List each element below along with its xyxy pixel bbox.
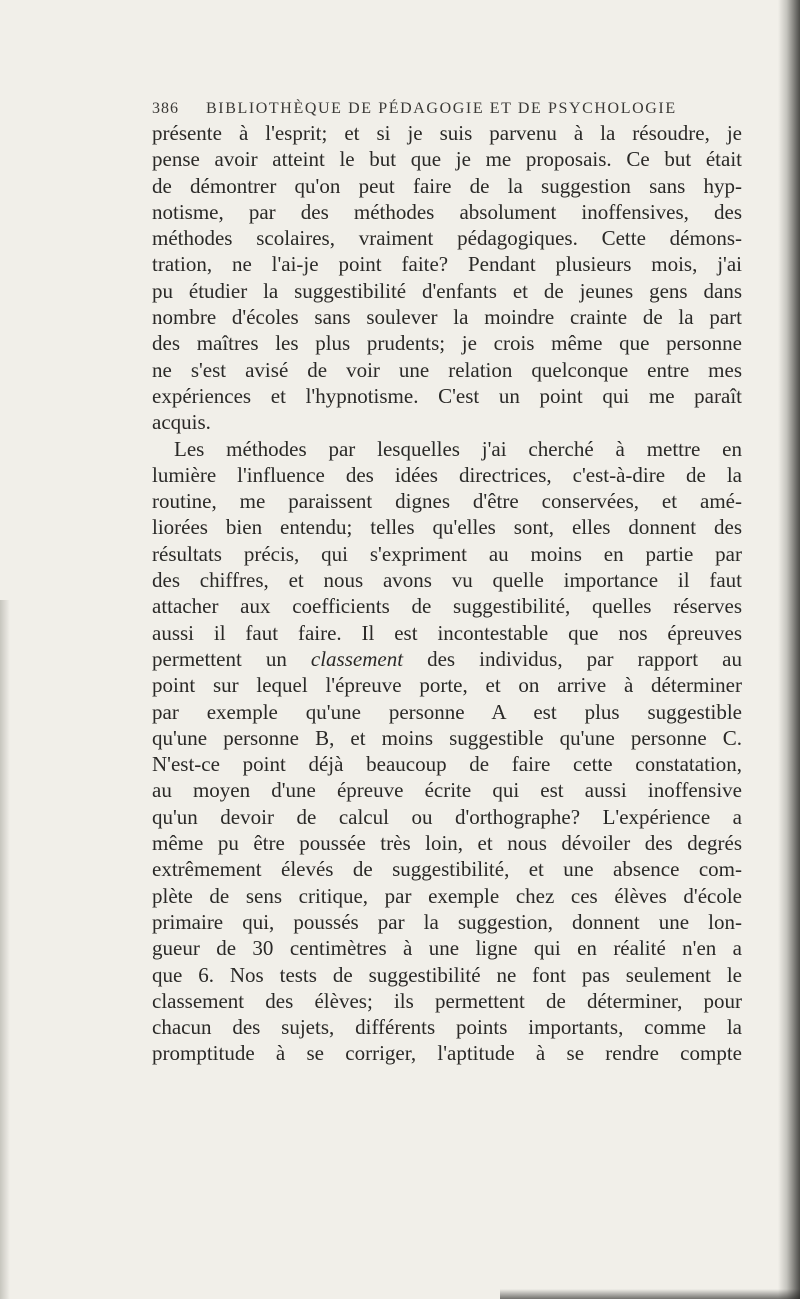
text-line: qu'une personne B, et moins suggestible qu'une personne C. <box>152 725 742 750</box>
paragraph <box>152 120 742 436</box>
page-header <box>152 100 752 118</box>
text-line: routine, me paraissent dignes d'être conservées, et amé- <box>152 489 742 514</box>
running-head: BIBLIOTHÈQUE DE PÉDAGOGIE ET DE PSYCHOLOGIE <box>206 100 677 117</box>
text-line: méthodes scolaires, vraiment pédagogiques. Cette démons- <box>152 226 742 251</box>
paragraph <box>152 436 742 1067</box>
text-line: nombre d'écoles sans soulever la moindre crainte de la part <box>152 305 742 330</box>
text-line: aussi il faut faire. Il est incontestable que nos épreuves <box>152 620 742 645</box>
text-line: au moyen d'une épreuve écrite qui est aussi inoffensive <box>152 778 742 803</box>
body-text <box>152 120 742 1067</box>
text-line: acquis. <box>152 410 211 435</box>
text-line: par exemple qu'une personne A est plus suggestible <box>152 699 742 724</box>
text-line: Les méthodes par lesquelles j'ai cherché à mettre en <box>174 436 742 461</box>
text-line: ne s'est avisé de voir une relation quelconque entre mes <box>152 357 742 382</box>
text-line: lumière l'influence des idées directrices, c'est-à-dire de la <box>152 462 742 487</box>
text-line: point sur lequel l'épreuve porte, et on arrive à déterminer <box>152 673 742 698</box>
text-line: tration, ne l'ai-je point faite? Pendant plusieurs mois, j'ai <box>152 252 742 277</box>
page-edge-shadow <box>0 600 10 1299</box>
text-line: liorées bien entendu; telles qu'elles sont, elles donnent des <box>152 515 742 540</box>
text-line: N'est-ce point déjà beaucoup de faire cette constatation, <box>152 752 742 777</box>
text-line: même pu être poussée très loin, et nous dévoiler des degrés <box>152 831 742 856</box>
binding-shadow <box>778 0 800 1299</box>
text-line: chacun des sujets, différents points importants, comme la <box>152 1015 742 1040</box>
text-line: primaire qui, poussés par la suggestion, donnent une lon- <box>152 909 742 934</box>
text-line: qu'un devoir de calcul ou d'orthographe? L'expérience a <box>152 804 742 829</box>
text-line: de démontrer qu'on peut faire de la suggestion sans hyp- <box>152 173 742 198</box>
page-number: 386 <box>152 100 179 117</box>
text-line: expériences et l'hypnotisme. C'est un point qui me paraît <box>152 383 742 408</box>
text-line: notisme, par des méthodes absolument inoffensives, des <box>152 199 742 224</box>
text-line: gueur de 30 centimètres à une ligne qui en réalité n'en a <box>152 936 742 961</box>
text-line: attacher aux coefficients de suggestibilité, quelles réserves <box>152 594 742 619</box>
text-line: résultats précis, qui s'expriment au moins en partie par <box>152 541 742 566</box>
text-line: des chiffres, et nous avons vu quelle importance il faut <box>152 568 742 593</box>
page-bottom-shadow <box>500 1289 800 1299</box>
emphasized-word: classement <box>310 646 404 671</box>
text-line: classement des élèves; ils permettent de déterminer, pour <box>152 988 742 1013</box>
text-line: permettent un classement des individus, par rapport au <box>152 646 743 671</box>
text-line: promptitude à se corriger, l'aptitude à se rendre compte <box>152 1041 742 1066</box>
text-line: des maîtres les plus prudents; je crois même que personne <box>152 331 742 356</box>
text-line: pense avoir atteint le but que je me proposais. Ce but était <box>152 147 742 172</box>
text-line: que 6. Nos tests de suggestibilité ne font pas seulement le <box>152 962 742 987</box>
text-line: pu étudier la suggestibilité d'enfants et de jeunes gens dans <box>152 278 742 303</box>
text-line: extrêmement élevés de suggestibilité, et une absence com- <box>152 857 742 882</box>
text-line: présente à l'esprit; et si je suis parvenu à la résoudre, je <box>152 121 742 145</box>
text-line: plète de sens critique, par exemple chez ces élèves d'école <box>152 883 742 908</box>
